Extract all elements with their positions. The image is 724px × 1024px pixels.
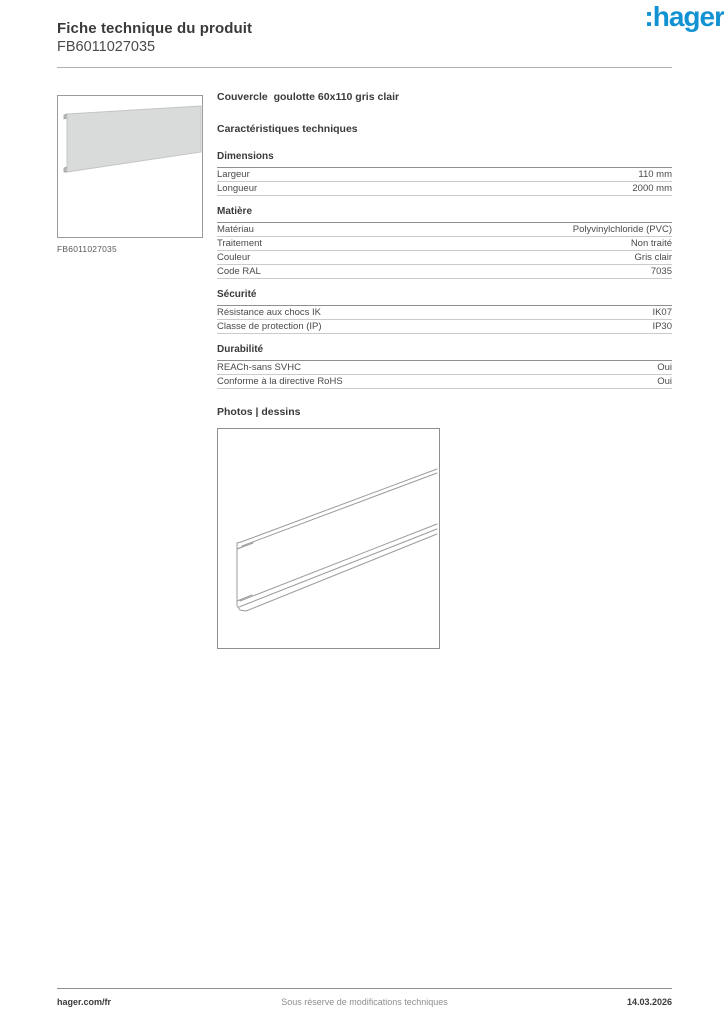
spec-value: Oui (657, 362, 672, 373)
product-reference: FB6011027035 (57, 39, 156, 55)
section-title: Durabilité (217, 344, 672, 361)
spec-label: Couleur (217, 252, 251, 263)
spec-row (217, 251, 672, 265)
section-title: Sécurité (217, 289, 672, 306)
hager-logo: :hager (644, 1, 724, 32)
spec-label: Largeur (217, 169, 250, 180)
spec-value: IK07 (652, 307, 672, 318)
spec-value: Polyvinylchloride (PVC) (572, 224, 672, 235)
footer-date: 14.03.2026 (626, 997, 672, 1007)
page-title: Fiche technique du produit (57, 20, 253, 37)
footer-divider (57, 988, 672, 989)
spec-value: Non traité (630, 238, 672, 249)
spec-row (217, 375, 672, 389)
product-line-drawing (218, 429, 439, 648)
photos-heading: Photos | dessins (217, 406, 301, 418)
spec-value: Gris clair (634, 252, 672, 263)
spec-value: 110 mm (638, 169, 672, 180)
spec-label: Résistance aux chocs IK (217, 307, 322, 318)
spec-row (217, 223, 672, 237)
spec-row (217, 361, 672, 375)
spec-label: Classe de protection (IP) (217, 321, 322, 332)
section-title: Dimensions (217, 151, 672, 168)
spec-row (217, 306, 672, 320)
spec-label: Code RAL (217, 266, 261, 277)
product-name: Couvercle goulotte 60x110 gris clair (217, 91, 400, 103)
spec-section (217, 151, 672, 196)
section-title: Matière (217, 206, 672, 223)
main-content (217, 91, 672, 649)
spec-value: IP30 (652, 321, 672, 332)
spec-value: 2000 mm (632, 183, 672, 194)
header-divider (57, 67, 672, 68)
spec-value: 7035 (650, 266, 672, 277)
spec-row (217, 320, 672, 334)
spec-row (217, 237, 672, 251)
spec-label: Conforme à la directive RoHS (217, 376, 343, 387)
spec-section (217, 344, 672, 389)
footer-disclaimer: Sous réserve de modifications techniques (281, 997, 448, 1007)
spec-section (217, 206, 672, 279)
spec-row (217, 265, 672, 279)
characteristics-heading: Caractéristiques techniques (217, 123, 358, 135)
spec-row (217, 168, 672, 182)
characteristics-sections (217, 151, 672, 389)
header (57, 20, 672, 56)
spec-section (217, 289, 672, 334)
footer-website-link[interactable]: hager.com/fr (57, 997, 112, 1007)
product-thumbnail-image (58, 96, 202, 237)
product-drawing-frame (217, 428, 440, 649)
spec-label: Matériau (217, 224, 254, 235)
spec-value: Oui (657, 376, 672, 387)
spec-label: Longueur (217, 183, 258, 194)
spec-label: REACh-sans SVHC (217, 362, 301, 373)
spec-row (217, 182, 672, 196)
spec-label: Traitement (217, 238, 263, 249)
thumbnail-caption: FB6011027035 (57, 244, 117, 254)
product-thumbnail-frame (57, 95, 203, 238)
